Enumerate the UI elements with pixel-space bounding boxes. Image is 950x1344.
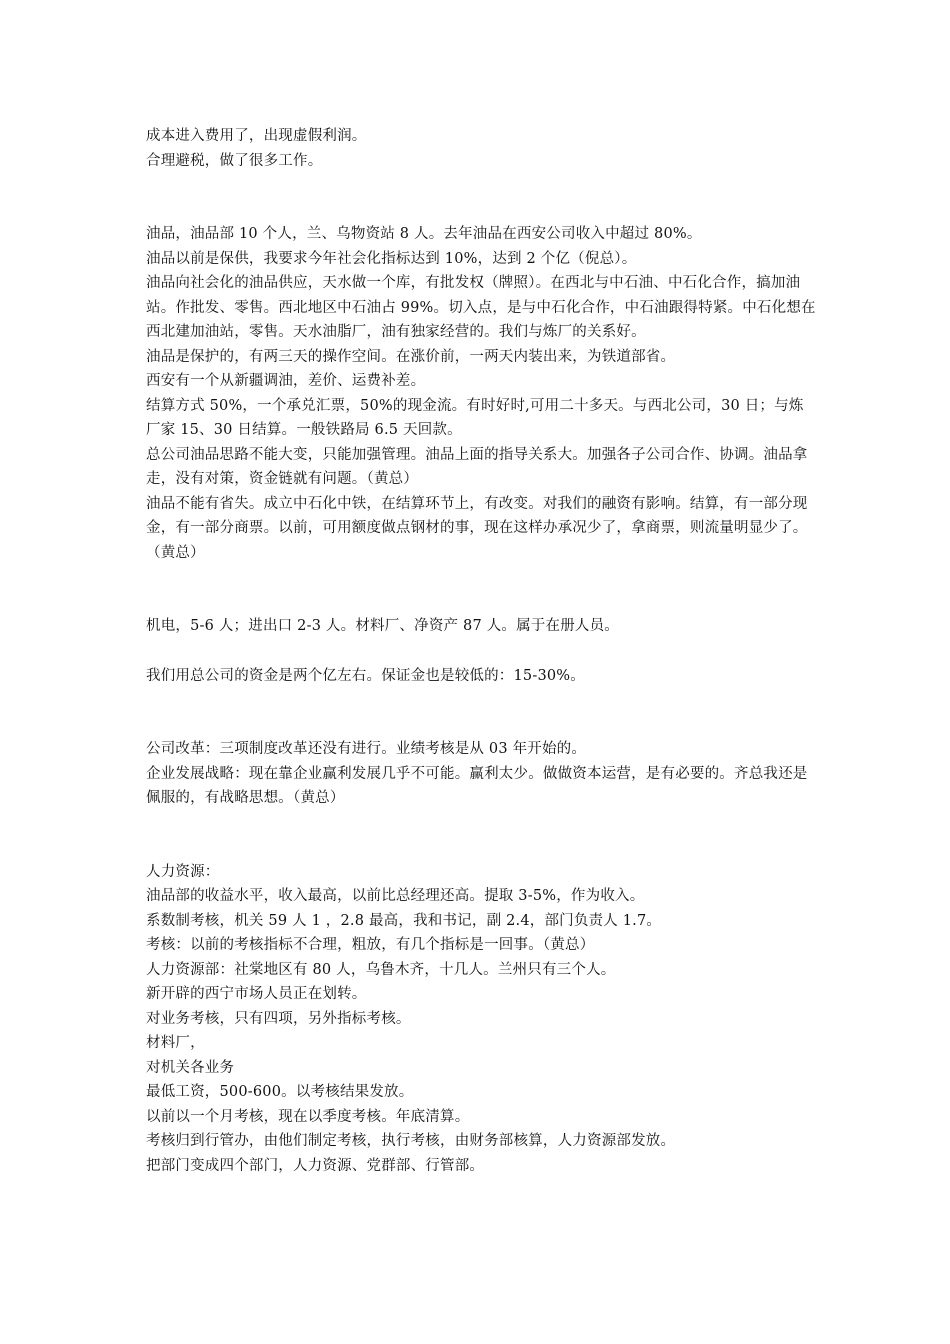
spacer [146,639,818,664]
paragraph: 油品以前是保供，我要求今年社会化指标达到 10%，达到 2 个亿（倪总）。 [146,250,637,267]
paragraph: 把部门变成四个部门，人力资源、党群部、行管部。 [146,1157,485,1174]
paragraph: 油品部的收益水平，收入最高，以前比总经理还高。提取 3-5%，作为收入。 [146,888,645,904]
paragraph: 总公司油品思路不能大变，只能加强管理。油品上面的指导关系大。加强各子公司合作、协调。油品拿走，没有对策，资金链就有问题。（黄总） [146,446,808,487]
paragraph: 油品向社会化的油品供应，天水做一个库，有批发权（牌照）。在西北与中石油、中石化合作，搞加油站。作批发、零售。西北地区中石油占 99%。切入点，是与中石化合作，中石油跟得特紧。中石化想在西北建加油站，零售。天水油脂厂，油有独家经营的。我们与炼厂的关系好。 [146,275,816,340]
paragraph: 考核：以前的考核指标不合理，粗放，有几个指标是一回事。（黄总） [146,937,595,953]
paragraph: 考核归到行管办，由他们制定考核，执行考核，由财务部核算，人力资源部发放。 [146,1133,676,1149]
paragraph: 合理避税，做了很多工作。 [146,152,323,169]
paragraph: 油品不能有省失。成立中石化中铁，在结算环节上，有改变。对我们的融资有影响。结算，有一部分现金，有一部分商票。以前，可用额度做点钢材的事，现在这样办承况少了，拿商票，则流量明显少了。（黄总） [146,495,808,561]
paragraph: 公司改革：三项制度改革还没有进行。业绩考核是从 03 年开始的。 [146,741,587,757]
paragraph: 成本进入费用了，出现虚假利润。 [146,128,367,144]
paragraph: 企业发展战略：现在靠企业赢利发展几乎不可能。赢利太少。做做资本运营，是有必要的。齐总我还是佩服的，有战略思想。（黄总） [146,765,808,806]
paragraph: 人力资源部：社棠地区有 80 人，乌鲁木齐，十几人。兰州只有三个人。 [146,961,616,978]
paragraph: 机电，5-6 人；进出口 2-3 人。材料厂、净资产 87 人。属于在册人员。 [146,618,619,634]
paragraph: 最低工资，500-600。以考核结果发放。 [146,1084,414,1100]
paragraph: 材料厂， [146,1035,205,1051]
paragraph: 新开辟的西宁市场人员正在划转。 [146,986,367,1002]
paragraph: 我们用总公司的资金是两个亿左右。保证金也是较低的：15-30%。 [146,667,585,684]
paragraph: 油品是保护的，有两三天的操作空间。在涨价前，一两天内装出来，为铁道部省。 [146,348,676,365]
spacer [146,811,818,860]
paragraph: 结算方式 50%，一个承兑汇票，50%的现金流。有时好时,可用二十多天。与西北公司，30 日；与炼厂家 15、30 日结算。一般铁路局 6.5 天回款。 [146,397,804,438]
spacer [146,565,818,614]
paragraph: 对业务考核，只有四项，另外指标考核。 [146,1010,411,1027]
paragraph: 油品，油品部 10 个人，兰、乌物资站 8 人。去年油品在西安公司收入中超过 80%。 [146,226,702,242]
paragraph: 西安有一个从新疆调油，差价、运费补差。 [146,373,426,389]
paragraph: 系数制考核，机关 59 人 1 ，2.8 最高，我和书记，副 2.4，部门负责人 1.7。 [146,912,662,929]
paragraph: 对机关各业务 [146,1059,235,1076]
paragraph: 以前以一个月考核，现在以季度考核。年底清算。 [146,1108,470,1125]
spacer [146,688,818,737]
spacer [146,173,818,222]
section-heading: 人力资源： [146,863,220,880]
document-body [146,124,818,1178]
